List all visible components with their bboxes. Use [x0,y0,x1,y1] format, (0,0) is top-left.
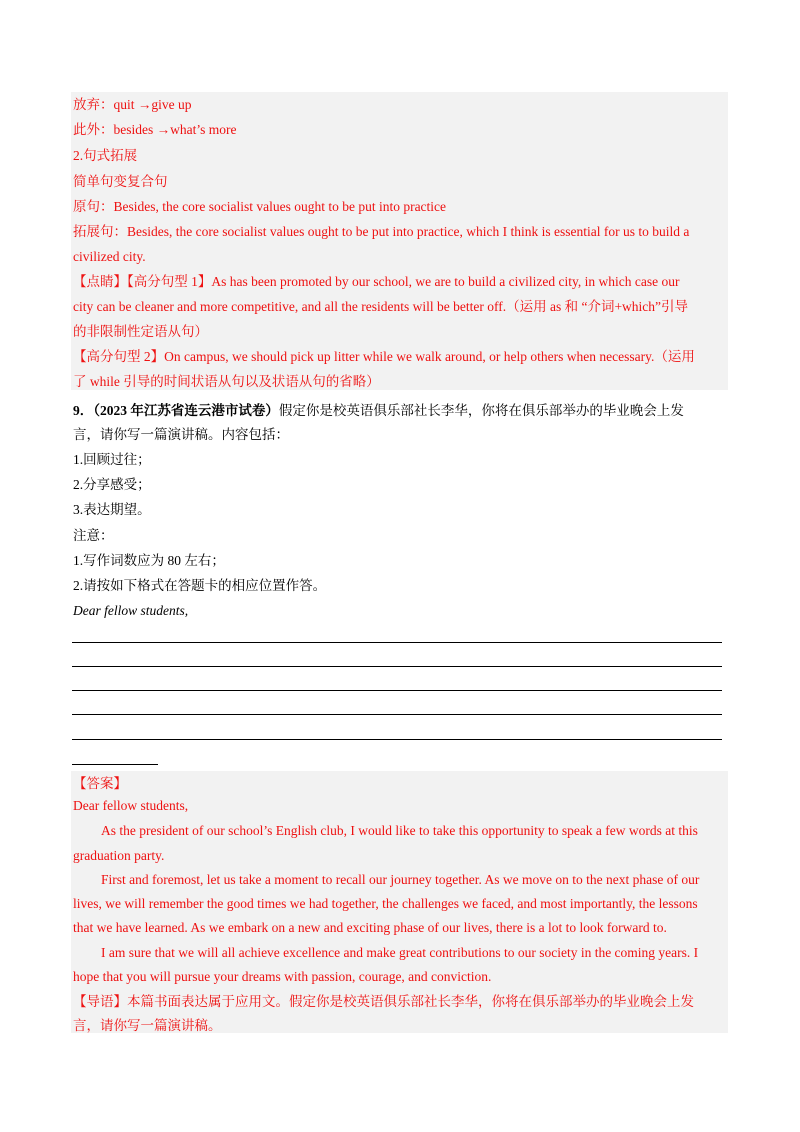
question-9-prompt-line-2: 言，请你写一篇演讲稿。内容包括： [73,427,289,442]
answer-writing-line [72,642,722,643]
question-9-number: 9．（2023 年江苏省连云港市试卷） [73,403,279,418]
simple-to-complex-subheading: 简单句变复合句 [73,174,168,189]
original-sentence: 原句：Besides, the core socialist values ought to be put into practice [73,199,447,214]
note-1: 1.写作词数应为 80 左右； [73,553,225,568]
vocab-besides: 此外：besides →what’s more [73,122,237,137]
content-item-1: 1.回顾过往； [73,452,151,467]
answer-label: 【答案】 [73,776,127,791]
answer-writing-line [72,666,722,667]
question-9-prompt-line-1 [73,402,684,420]
guide-line-1: 【导语】本篇书面表达属于应用文。假定你是校英语俱乐部社长李华，你将在俱乐部举办的毕业晚会上发 [73,994,694,1009]
expanded-sentence-line-1: 拓展句：Besides, the core socialist values ought to be put into practice, which I think is essential for us to build a [73,224,690,239]
answer-para-1-line-2: graduation party. [73,848,165,863]
content-item-2: 2.分享感受； [73,477,151,492]
answer-writing-line-short [72,764,158,765]
dianjing-line-2: city can be cleaner and more competitive, and all the residents will be better off.（运用 as 和 “介词+which”引导 [73,299,689,314]
answer-para-2-line-2: lives, we will remember the good times we had together, the challenges we faced, and most importantly, the lessons [73,896,698,911]
question-salutation: Dear fellow students, [73,603,189,618]
expanded-sentence-line-2: civilized city. [73,249,146,264]
question-9-prompt-text: 假定你是校英语俱乐部社长李华，你将在俱乐部举办的毕业晚会上发 [278,403,684,418]
answer-writing-line [72,739,722,740]
answer-salutation: Dear fellow students, [73,798,189,813]
answer-para-2-line-1: First and foremost, let us take a moment to recall our journey together. As we move on to the next phase of our [101,872,700,887]
vocab-quit: 放弃：quit →give up [73,97,192,112]
dianjing-line-3: 的非限制性定语从句） [73,324,208,339]
answer-para-1-line-1: As the president of our school’s English club, I would like to take this opportunity to speak a few words at this [101,823,698,838]
pattern-2-line-1: 【高分句型 2】On campus, we should pick up litter while we walk around, or help others when necessary.（运用 [73,349,695,364]
answer-para-3-line-1: I am sure that we will all achieve excellence and make great contributions to our society in the coming years. I [101,945,699,960]
pattern-2-line-2: 了 while 引导的时间状语从句以及状语从句的省略） [73,374,380,389]
answer-writing-line [72,690,722,691]
answer-writing-line [72,714,722,715]
answer-para-2-line-3: that we have learned. As we embark on a new and exciting phase of our lives, there is a lot to look forward to. [73,920,667,935]
guide-line-2: 言，请你写一篇演讲稿。 [73,1018,222,1033]
answer-para-3-line-2: hope that you will pursue your dreams with passion, courage, and conviction. [73,969,492,984]
note-2: 2.请按如下格式在答题卡的相应位置作答。 [73,578,327,593]
dianjing-line-1: 【点睛】【高分句型 1】As has been promoted by our school, we are to build a civilized city, in which case our [73,274,680,289]
sentence-expansion-heading: 2.句式拓展 [73,148,138,163]
content-item-3: 3.表达期望。 [73,502,151,517]
notes-label: 注意： [73,528,114,543]
